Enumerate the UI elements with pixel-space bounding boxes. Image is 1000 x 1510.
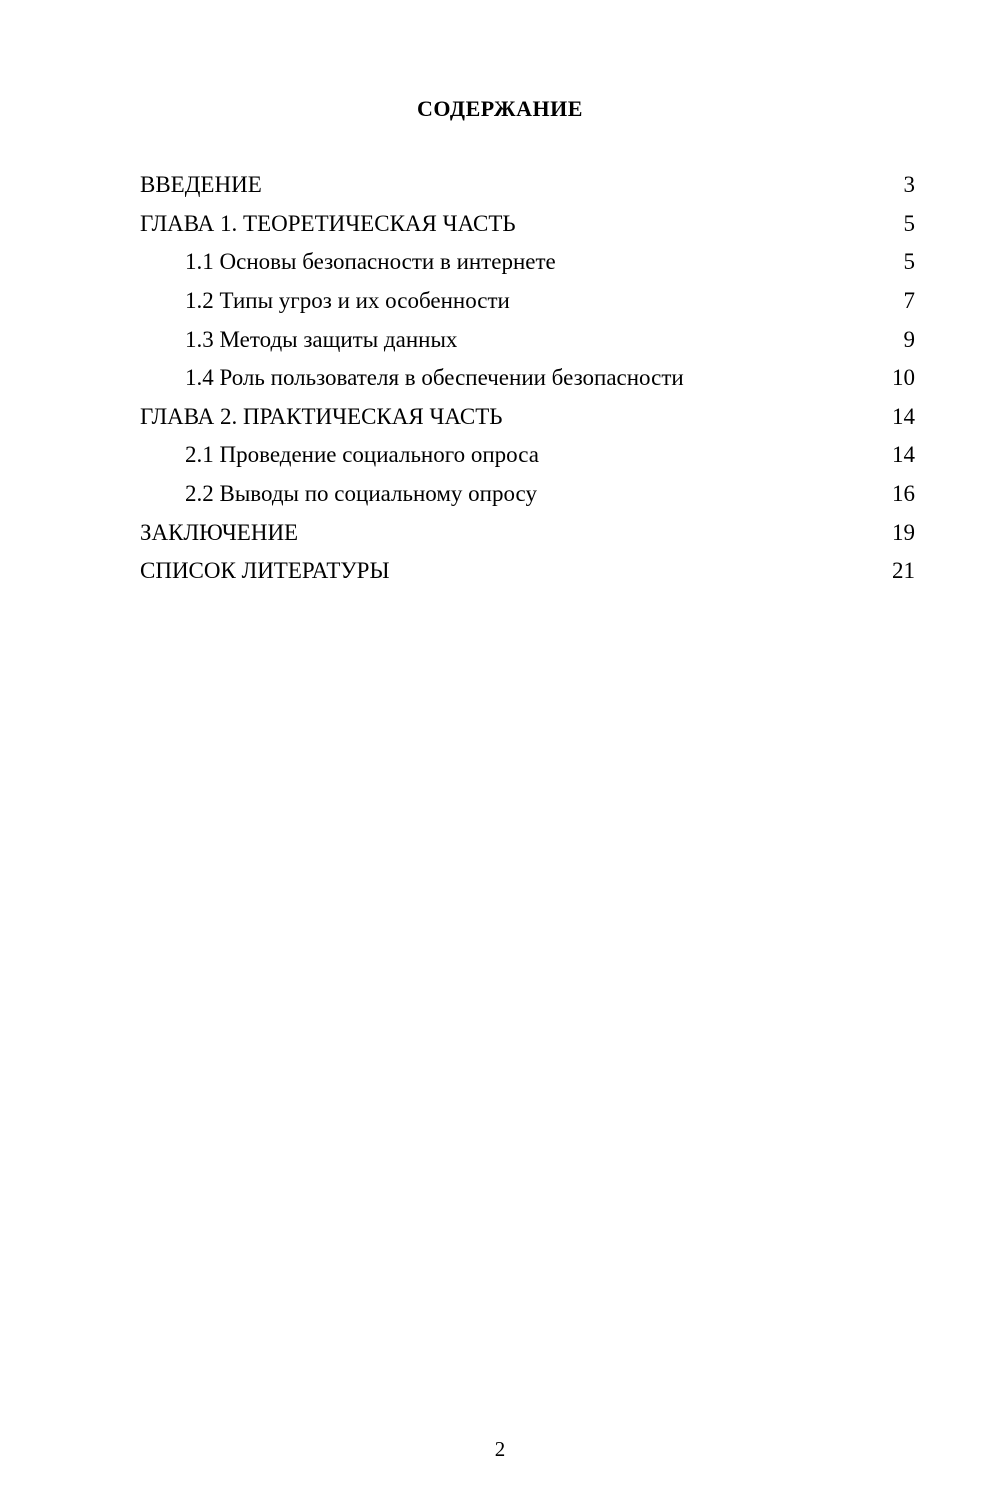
toc-entry-page: 14 xyxy=(892,442,915,468)
toc-entry-6[interactable] xyxy=(140,398,915,437)
toc-entry-page: 7 xyxy=(903,287,915,313)
toc-entry-2[interactable] xyxy=(140,243,915,282)
table-of-contents xyxy=(0,166,1000,591)
toc-entry-label: ГЛАВА 2. ПРАКТИЧЕСКАЯ ЧАСТЬ xyxy=(140,403,503,429)
toc-entry-page: 19 xyxy=(892,519,915,545)
toc-entry-label: ВВЕДЕНИЕ xyxy=(140,172,262,197)
toc-entry-page: 3 xyxy=(903,172,915,197)
toc-entry-7[interactable] xyxy=(140,436,915,475)
toc-entry-page: 5 xyxy=(903,210,915,236)
toc-entry-page: 14 xyxy=(892,403,915,429)
toc-entry-label: 2.2 Выводы по социальному опросу xyxy=(185,481,537,506)
toc-entry-label: 1.3 Методы защиты данных xyxy=(185,326,458,352)
document-page xyxy=(0,96,1000,1510)
toc-entry-label: ЗАКЛЮЧЕНИЕ xyxy=(140,519,299,545)
toc-entry-8[interactable] xyxy=(140,475,915,514)
toc-entry-10[interactable] xyxy=(140,552,915,591)
page-title: СОДЕРЖАНИЕ xyxy=(417,96,583,121)
toc-entry-1[interactable] xyxy=(140,205,915,244)
toc-entry-label: 1.2 Типы угроз и их особенности xyxy=(185,287,510,313)
toc-entry-page: 9 xyxy=(903,326,915,352)
toc-entry-label: 1.1 Основы безопасности в интернете xyxy=(185,249,556,275)
toc-entry-label: СПИСОК ЛИТЕРАТУРЫ xyxy=(140,558,390,584)
toc-entry-0[interactable] xyxy=(140,166,915,205)
toc-entry-page: 10 xyxy=(892,365,915,391)
toc-entry-page: 21 xyxy=(892,558,915,584)
page-number-footer: 2 xyxy=(494,1437,506,1461)
toc-entry-label: 1.4 Роль пользователя в обеспечении безопасности xyxy=(185,365,684,391)
toc-entry-label: ГЛАВА 1. ТЕОРЕТИЧЕСКАЯ ЧАСТЬ xyxy=(140,210,516,236)
toc-entry-page: 5 xyxy=(903,249,915,275)
toc-entry-label: 2.1 Проведение социального опроса xyxy=(185,442,539,468)
toc-entry-9[interactable] xyxy=(140,514,915,553)
toc-entry-4[interactable] xyxy=(140,321,915,360)
toc-entry-5[interactable] xyxy=(140,359,915,398)
toc-entry-page: 16 xyxy=(892,481,915,506)
toc-entry-3[interactable] xyxy=(140,282,915,321)
